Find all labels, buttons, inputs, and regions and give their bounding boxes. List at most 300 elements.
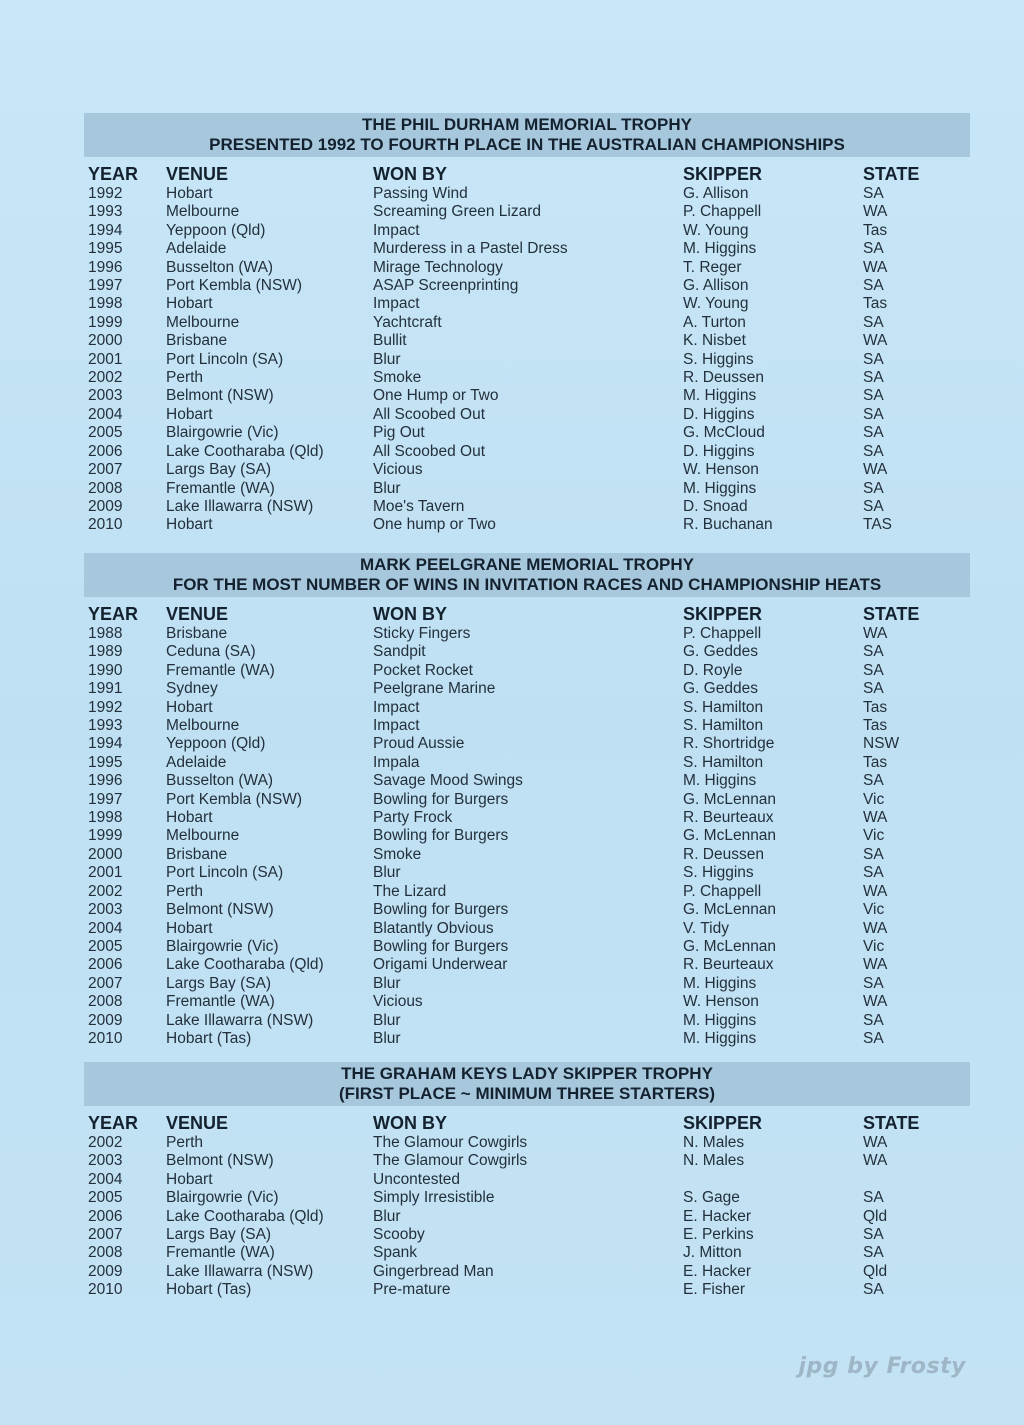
cell-state: Qld xyxy=(863,1262,888,1280)
table-row xyxy=(84,259,970,277)
table-row xyxy=(84,406,970,424)
cell-year: 2010 xyxy=(88,1281,123,1299)
cell-skipper: G. McLennan xyxy=(683,901,777,919)
table-row xyxy=(84,222,970,240)
table-row xyxy=(84,387,970,405)
cell-skipper: A. Turton xyxy=(683,313,746,331)
cell-won-by: Mirage Technology xyxy=(373,258,503,276)
cell-skipper: R. Beurteaux xyxy=(683,956,774,974)
cell-venue: Hobart xyxy=(166,516,213,534)
cell-skipper: E. Hacker xyxy=(683,1262,752,1280)
cell-state: Vic xyxy=(863,937,885,955)
cell-skipper: S. Higgins xyxy=(683,864,754,882)
cell-skipper: S. Higgins xyxy=(683,350,754,368)
cell-won-by: Pocket Rocket xyxy=(373,661,473,679)
header-venue: VENUE xyxy=(166,603,229,624)
cell-year: 2010 xyxy=(88,516,123,534)
cell-venue: Brisbane xyxy=(166,845,228,863)
cell-skipper: G. Geddes xyxy=(683,680,758,698)
cell-venue: Hobart xyxy=(166,919,213,937)
cell-skipper: M. Higgins xyxy=(683,240,757,258)
cell-year: 2007 xyxy=(88,461,123,479)
cell-state: Tas xyxy=(863,717,888,735)
cell-venue: Port Lincoln (SA) xyxy=(166,864,284,882)
cell-venue: Port Kembla (NSW) xyxy=(166,790,303,808)
cell-won-by: Blur xyxy=(373,864,401,882)
section-phil-durham-trophy xyxy=(84,113,970,535)
cell-skipper: W. Young xyxy=(683,295,749,313)
cell-venue: Blairgowrie (Vic) xyxy=(166,424,279,442)
cell-state: SA xyxy=(863,277,884,295)
results-table xyxy=(84,163,970,535)
cell-won-by: Savage Mood Swings xyxy=(373,772,523,790)
cell-year: 1994 xyxy=(88,735,123,753)
cell-year: 2004 xyxy=(88,919,123,937)
cell-skipper: S. Hamilton xyxy=(683,753,764,771)
section-title: THE PHIL DURHAM MEMORIAL TROPHY xyxy=(362,115,692,134)
cell-state: WA xyxy=(863,332,888,350)
cell-venue: Fremantle (WA) xyxy=(166,1244,275,1262)
table-row xyxy=(84,680,970,698)
cell-skipper: P. Chappell xyxy=(683,625,762,642)
cell-skipper: T. Reger xyxy=(683,258,742,276)
section-title: MARK PEELGRANE MEMORIAL TROPHY xyxy=(359,555,695,574)
cell-state: SA xyxy=(863,1281,884,1299)
cell-won-by: The Glamour Cowgirls xyxy=(373,1152,528,1170)
cell-skipper: D. Higgins xyxy=(683,442,755,460)
cell-state: TAS xyxy=(863,516,892,534)
cell-venue: Ceduna (SA) xyxy=(166,643,256,661)
cell-venue: Brisbane xyxy=(166,332,228,350)
cell-skipper: R. Beurteaux xyxy=(683,809,774,827)
cell-venue: Busselton (WA) xyxy=(166,258,274,276)
table-row xyxy=(84,920,970,938)
cell-skipper: R. Shortridge xyxy=(683,735,775,753)
cell-skipper: E. Fisher xyxy=(683,1281,746,1299)
cell-skipper: G. Geddes xyxy=(683,643,758,661)
cell-venue: Hobart (Tas) xyxy=(166,1029,252,1047)
cell-state: SA xyxy=(863,185,884,202)
cell-won-by: Blur xyxy=(373,974,401,992)
cell-state: WA xyxy=(863,625,888,642)
cell-venue: Hobart xyxy=(166,405,213,423)
cell-venue: Largs Bay (SA) xyxy=(166,1226,272,1244)
cell-skipper: S. Hamilton xyxy=(683,717,764,735)
cell-year: 2005 xyxy=(88,1189,123,1207)
cell-state: SA xyxy=(863,1189,884,1207)
cell-won-by: The Lizard xyxy=(373,882,447,900)
cell-skipper xyxy=(683,1171,863,1189)
cell-skipper: D. Snoad xyxy=(683,497,748,515)
cell-state: SA xyxy=(863,497,884,515)
table-row xyxy=(84,717,970,735)
cell-won-by: Smoke xyxy=(373,845,422,863)
cell-state: SA xyxy=(863,845,884,863)
cell-won-by: Blur xyxy=(373,1029,401,1047)
table-header-row xyxy=(84,603,970,625)
cell-won-by: Impact xyxy=(373,717,420,735)
header-state: STATE xyxy=(863,1112,920,1133)
cell-skipper: W. Henson xyxy=(683,461,759,479)
cell-skipper: M. Higgins xyxy=(683,1029,757,1047)
cell-year: 2006 xyxy=(88,442,123,460)
table-row xyxy=(84,1152,970,1170)
cell-year: 1999 xyxy=(88,313,123,331)
cell-year: 2002 xyxy=(88,369,123,387)
cell-skipper: P. Chappell xyxy=(683,203,762,221)
cell-venue: Melbourne xyxy=(166,313,240,331)
table-row xyxy=(84,625,970,643)
cell-skipper: D. Royle xyxy=(683,661,743,679)
results-table xyxy=(84,1112,970,1300)
cell-year: 1992 xyxy=(88,698,123,716)
cell-venue: Port Kembla (NSW) xyxy=(166,277,303,295)
cell-skipper: G. Allison xyxy=(683,277,749,295)
header-year: YEAR xyxy=(88,1112,139,1133)
cell-year: 2003 xyxy=(88,387,123,405)
cell-year: 1997 xyxy=(88,790,123,808)
cell-year: 1988 xyxy=(88,625,123,642)
header-skipper: SKIPPER xyxy=(683,603,763,624)
table-row xyxy=(84,461,970,479)
cell-won-by: Proud Aussie xyxy=(373,735,465,753)
table-row xyxy=(84,369,970,387)
cell-won-by: Vicious xyxy=(373,461,423,479)
cell-won-by: One hump or Two xyxy=(373,516,496,534)
header-won-by: WON BY xyxy=(373,1112,447,1133)
table-row xyxy=(84,643,970,661)
table-row xyxy=(84,240,970,258)
table-row xyxy=(84,1208,970,1226)
cell-state: SA xyxy=(863,424,884,442)
cell-state: Qld xyxy=(863,1207,888,1225)
cell-won-by: Pig Out xyxy=(373,424,425,442)
cell-won-by: Impact xyxy=(373,221,420,239)
cell-won-by: Sandpit xyxy=(373,643,426,661)
cell-year: 2004 xyxy=(88,405,123,423)
table-row xyxy=(84,993,970,1011)
table-row xyxy=(84,772,970,790)
section-subtitle: (FIRST PLACE ~ MINIMUM THREE STARTERS) xyxy=(338,1084,716,1103)
table-row xyxy=(84,791,970,809)
cell-venue: Brisbane xyxy=(166,625,228,642)
cell-won-by: Origami Underwear xyxy=(373,956,508,974)
cell-won-by: All Scoobed Out xyxy=(373,405,486,423)
cell-state: SA xyxy=(863,350,884,368)
cell-venue: Largs Bay (SA) xyxy=(166,461,272,479)
cell-won-by: Gingerbread Man xyxy=(373,1262,494,1280)
cell-year: 2003 xyxy=(88,901,123,919)
cell-year: 1993 xyxy=(88,203,123,221)
cell-venue: Perth xyxy=(166,369,204,387)
cell-venue: Hobart xyxy=(166,809,213,827)
table-row xyxy=(84,498,970,516)
cell-venue: Perth xyxy=(166,882,204,900)
table-body xyxy=(84,185,970,535)
cell-state: WA xyxy=(863,809,888,827)
cell-venue: Lake Illawarra (NSW) xyxy=(166,1262,314,1280)
cell-won-by: Smoke xyxy=(373,369,422,387)
cell-year: 2010 xyxy=(88,1029,123,1047)
cell-venue: Perth xyxy=(166,1134,204,1151)
cell-venue: Fremantle (WA) xyxy=(166,479,275,497)
cell-venue: Port Lincoln (SA) xyxy=(166,350,284,368)
cell-state: Tas xyxy=(863,221,888,239)
cell-won-by: Sticky Fingers xyxy=(373,625,471,642)
cell-state: Vic xyxy=(863,790,885,808)
cell-venue: Adelaide xyxy=(166,753,227,771)
cell-skipper: J. Mitton xyxy=(683,1244,742,1262)
cell-won-by: Screaming Green Lizard xyxy=(373,203,541,221)
table-row xyxy=(84,1281,970,1299)
table-header-row xyxy=(84,163,970,185)
table-row xyxy=(84,864,970,882)
table-row xyxy=(84,662,970,680)
cell-state: SA xyxy=(863,864,884,882)
table-row xyxy=(84,1171,970,1189)
cell-skipper: M. Higgins xyxy=(683,1011,757,1029)
cell-year: 1993 xyxy=(88,717,123,735)
section-mark-peelgrane-trophy xyxy=(84,553,970,1048)
cell-venue: Lake Cootharaba (Qld) xyxy=(166,1207,324,1225)
cell-won-by: Spank xyxy=(373,1244,417,1262)
table-row xyxy=(84,938,970,956)
table-row xyxy=(84,1030,970,1048)
cell-won-by: Impact xyxy=(373,295,420,313)
cell-won-by: Bowling for Burgers xyxy=(373,790,509,808)
cell-year: 1997 xyxy=(88,277,123,295)
cell-won-by: Blur xyxy=(373,1011,401,1029)
cell-venue: Lake Illawarra (NSW) xyxy=(166,497,314,515)
table-row xyxy=(84,754,970,772)
cell-year: 2009 xyxy=(88,497,123,515)
cell-state: Vic xyxy=(863,901,885,919)
cell-year: 1995 xyxy=(88,240,123,258)
cell-year: 2002 xyxy=(88,882,123,900)
cell-year: 2008 xyxy=(88,479,123,497)
cell-venue: Hobart xyxy=(166,185,213,202)
cell-skipper: D. Higgins xyxy=(683,405,755,423)
cell-year: 2007 xyxy=(88,1226,123,1244)
cell-state: SA xyxy=(863,680,884,698)
cell-year: 2001 xyxy=(88,864,123,882)
cell-won-by: Blur xyxy=(373,350,401,368)
watermark: jpg by Frosty xyxy=(798,1354,966,1379)
cell-year: 2002 xyxy=(88,1134,123,1151)
table-row xyxy=(84,480,970,498)
cell-venue: Melbourne xyxy=(166,203,240,221)
header-year: YEAR xyxy=(88,163,139,184)
header-state: STATE xyxy=(863,163,920,184)
cell-venue: Adelaide xyxy=(166,240,227,258)
table-row xyxy=(84,1244,970,1262)
table-row xyxy=(84,203,970,221)
table-row xyxy=(84,1263,970,1281)
cell-venue: Belmont (NSW) xyxy=(166,901,274,919)
cell-state: WA xyxy=(863,258,888,276)
header-skipper: SKIPPER xyxy=(683,1112,763,1133)
cell-skipper: P. Chappell xyxy=(683,882,762,900)
cell-state: SA xyxy=(863,772,884,790)
cell-won-by: Pre-mature xyxy=(373,1281,451,1299)
cell-won-by: Murderess in a Pastel Dress xyxy=(373,240,568,258)
table-row xyxy=(84,827,970,845)
cell-state: SA xyxy=(863,442,884,460)
cell-year: 2000 xyxy=(88,845,123,863)
cell-year: 2004 xyxy=(88,1170,123,1188)
cell-state: SA xyxy=(863,405,884,423)
cell-skipper: M. Higgins xyxy=(683,387,757,405)
cell-venue: Fremantle (WA) xyxy=(166,993,275,1011)
cell-year: 2008 xyxy=(88,1244,123,1262)
cell-venue: Lake Illawarra (NSW) xyxy=(166,1011,314,1029)
cell-state: SA xyxy=(863,1226,884,1244)
cell-year: 2005 xyxy=(88,937,123,955)
cell-won-by: Simply Irresistible xyxy=(373,1189,495,1207)
cell-state: SA xyxy=(863,1011,884,1029)
cell-skipper: R. Deussen xyxy=(683,845,764,863)
header-year: YEAR xyxy=(88,603,139,624)
cell-state: Tas xyxy=(863,698,888,716)
cell-venue: Belmont (NSW) xyxy=(166,1152,274,1170)
cell-skipper: S. Gage xyxy=(683,1189,740,1207)
cell-won-by: One Hump or Two xyxy=(373,387,499,405)
cell-skipper: G. McLennan xyxy=(683,790,777,808)
cell-won-by: Yachtcraft xyxy=(373,313,442,331)
cell-won-by: Impact xyxy=(373,698,420,716)
cell-won-by: Moe's Tavern xyxy=(373,497,465,515)
cell-skipper: W. Henson xyxy=(683,993,759,1011)
cell-venue: Busselton (WA) xyxy=(166,772,274,790)
cell-skipper: R. Deussen xyxy=(683,369,764,387)
cell-won-by: Uncontested xyxy=(373,1170,461,1188)
cell-venue: Hobart xyxy=(166,295,213,313)
cell-year: 2008 xyxy=(88,993,123,1011)
cell-year: 1998 xyxy=(88,809,123,827)
table-row xyxy=(84,443,970,461)
cell-state: SA xyxy=(863,387,884,405)
header-skipper: SKIPPER xyxy=(683,163,763,184)
cell-state: SA xyxy=(863,1244,884,1262)
cell-skipper: N. Males xyxy=(683,1152,745,1170)
cell-year: 1994 xyxy=(88,221,123,239)
cell-won-by: Blatantly Obvious xyxy=(373,919,494,937)
header-won-by: WON BY xyxy=(373,163,447,184)
table-row xyxy=(84,351,970,369)
cell-won-by: Blur xyxy=(373,1207,401,1225)
cell-year: 2009 xyxy=(88,1262,123,1280)
cell-skipper: E. Perkins xyxy=(683,1226,754,1244)
cell-state: WA xyxy=(863,1152,888,1170)
cell-year: 1992 xyxy=(88,185,123,202)
table-row xyxy=(84,1134,970,1152)
cell-won-by: Passing Wind xyxy=(373,185,468,202)
table-row xyxy=(84,185,970,203)
section-banner xyxy=(84,113,970,157)
cell-venue: Yeppoon (Qld) xyxy=(166,735,266,753)
cell-skipper: G. Allison xyxy=(683,185,749,202)
cell-year: 2003 xyxy=(88,1152,123,1170)
cell-won-by: Impala xyxy=(373,753,420,771)
cell-venue: Yeppoon (Qld) xyxy=(166,221,266,239)
cell-venue: Fremantle (WA) xyxy=(166,661,275,679)
cell-venue: Sydney xyxy=(166,680,218,698)
header-venue: VENUE xyxy=(166,1112,229,1133)
cell-state: Vic xyxy=(863,827,885,845)
cell-state: SA xyxy=(863,479,884,497)
cell-state: SA xyxy=(863,240,884,258)
section-banner xyxy=(84,553,970,597)
cell-won-by: The Glamour Cowgirls xyxy=(373,1134,528,1151)
cell-year: 2006 xyxy=(88,956,123,974)
cell-skipper: M. Higgins xyxy=(683,974,757,992)
table-row xyxy=(84,314,970,332)
cell-skipper: G. McCloud xyxy=(683,424,765,442)
table-row xyxy=(84,809,970,827)
table-row xyxy=(84,1226,970,1244)
header-venue: VENUE xyxy=(166,163,229,184)
cell-venue: Lake Cootharaba (Qld) xyxy=(166,956,324,974)
cell-won-by: Bowling for Burgers xyxy=(373,901,509,919)
table-row xyxy=(84,883,970,901)
cell-year: 2000 xyxy=(88,332,123,350)
table-row xyxy=(84,277,970,295)
cell-skipper: W. Young xyxy=(683,221,749,239)
cell-state: WA xyxy=(863,993,888,1011)
cell-state: SA xyxy=(863,369,884,387)
cell-year: 1996 xyxy=(88,258,123,276)
cell-skipper: M. Higgins xyxy=(683,772,757,790)
cell-year: 2009 xyxy=(88,1011,123,1029)
cell-won-by: All Scoobed Out xyxy=(373,442,486,460)
cell-year: 1989 xyxy=(88,643,123,661)
table-body xyxy=(84,1134,970,1300)
table-row xyxy=(84,424,970,442)
cell-state: SA xyxy=(863,643,884,661)
table-row xyxy=(84,332,970,350)
cell-year: 1996 xyxy=(88,772,123,790)
cell-skipper: G. McLennan xyxy=(683,937,777,955)
table-row xyxy=(84,956,970,974)
section-title: THE GRAHAM KEYS LADY SKIPPER TROPHY xyxy=(341,1064,713,1083)
cell-year: 1990 xyxy=(88,661,123,679)
cell-venue: Largs Bay (SA) xyxy=(166,974,272,992)
cell-venue: Hobart xyxy=(166,1170,213,1188)
cell-venue: Belmont (NSW) xyxy=(166,387,274,405)
cell-year: 1999 xyxy=(88,827,123,845)
cell-won-by: Blur xyxy=(373,479,401,497)
table-row xyxy=(84,1012,970,1030)
cell-won-by: Party Frock xyxy=(373,809,453,827)
cell-state: Tas xyxy=(863,295,888,313)
cell-state: NSW xyxy=(863,735,900,753)
cell-venue: Melbourne xyxy=(166,827,240,845)
cell-state: SA xyxy=(863,313,884,331)
cell-venue: Melbourne xyxy=(166,717,240,735)
cell-state: WA xyxy=(863,919,888,937)
cell-skipper: E. Hacker xyxy=(683,1207,752,1225)
cell-won-by: Vicious xyxy=(373,993,423,1011)
cell-year: 1995 xyxy=(88,753,123,771)
results-table xyxy=(84,603,970,1048)
cell-won-by: Bowling for Burgers xyxy=(373,827,509,845)
cell-venue: Hobart (Tas) xyxy=(166,1281,252,1299)
section-subtitle: PRESENTED 1992 TO FOURTH PLACE IN THE AUSTRALIAN CHAMPIONSHIPS xyxy=(209,135,845,154)
cell-state: SA xyxy=(863,974,884,992)
cell-won-by: ASAP Screenprinting xyxy=(373,277,519,295)
table-row xyxy=(84,1189,970,1207)
cell-state: WA xyxy=(863,1134,888,1151)
